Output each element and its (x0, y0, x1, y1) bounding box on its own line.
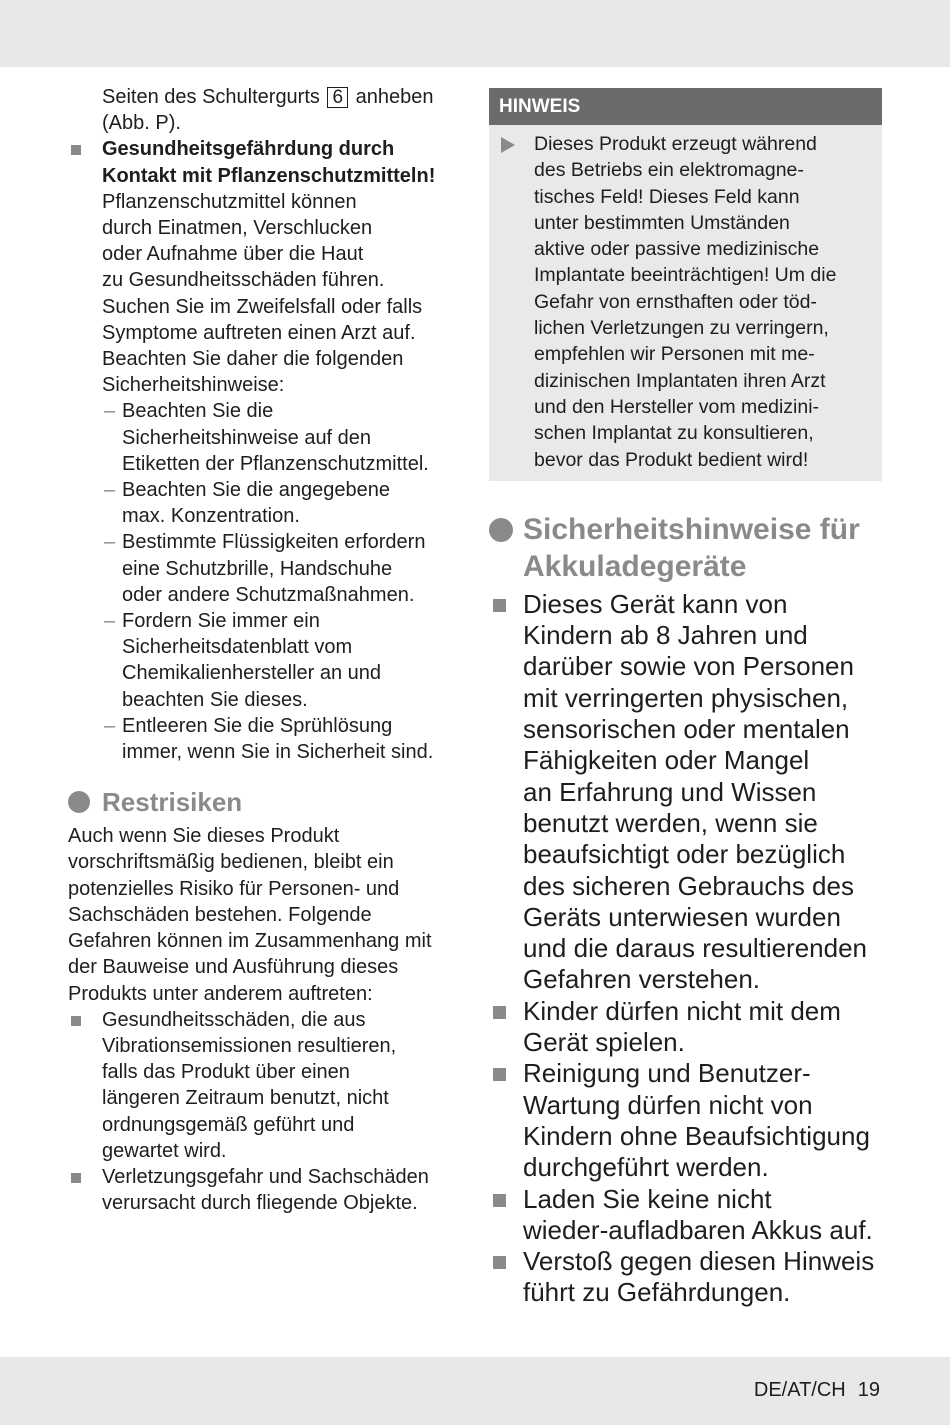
restrisiken-paragraph: Auch wenn Sie dieses Produkt vorschriftsmäßig bedienen, bleibt ein potenzielles Risiko für Personen- und Sachschäden bestehen. Folgende Gefahren können im Zusammenhang mit der Bauweise und Ausführung dieses Produkts unter anderem auftreten: (68, 825, 432, 1005)
square-bullet-icon (71, 1173, 81, 1183)
sub-list (102, 398, 466, 765)
continued-text-part: Seiten des Schultergurts (102, 86, 320, 108)
left-column (68, 84, 466, 1216)
section-title: Sicherheitshinweise für Akkuladegeräte (523, 512, 860, 583)
health-hazard-list (68, 136, 466, 765)
list-item: Gesundheitsschäden, die aus Vibrationsemissionen resultieren, falls das Produkt über einen längeren Zeitraum benutzt, nicht ordnungsgemäß geführt und gewartet wird. (68, 1007, 466, 1164)
square-bullet-icon (71, 145, 81, 155)
square-bullet-icon (493, 599, 506, 612)
continued-text-part: (Abb. P). (102, 112, 181, 135)
page-footer (742, 1379, 880, 1402)
square-bullet-icon (493, 1194, 506, 1207)
triangle-bullet-icon (501, 137, 515, 153)
list-item: – Bestimmte Flüssigkeiten erfordern eine Schutzbrille, Handschuhe oder andere Schutzmaßnahmen. (104, 531, 426, 606)
figure-reference-box: 6 (327, 87, 348, 108)
page-number: 19 (857, 1379, 880, 1401)
square-bullet-icon (71, 1016, 81, 1026)
restrisiken-heading (68, 787, 466, 817)
list-item (68, 136, 466, 765)
square-bullet-icon (493, 1068, 506, 1081)
top-band (0, 0, 950, 67)
list-item: Verletzungsgefahr und Sachschäden verursacht durch fliegende Objekte. (68, 1164, 466, 1216)
dash-bullet-icon: – (104, 531, 116, 554)
charger-safety-list (489, 589, 882, 1309)
note-box (489, 88, 882, 481)
square-bullet-icon (493, 1256, 506, 1269)
note-text: Dieses Produkt erzeugt während des Betriebs ein elektromagne- tisches Feld! Dieses Feld kann unter bestimmten Umständen aktive oder passive medizinische Implantate beeinträchtigen! Um die Gefahr von ernsthaften oder töd- lichen Verletzungen zu verringern, empfehlen wir Personen mit me- dizinischen Implantaten ihren Arzt und den Hersteller vom medizini- schen Implantat zu konsultieren, bevor das Produkt bedient wird! (534, 133, 837, 471)
list-item: – Beachten Sie die angegebene max. Konzentration. (104, 479, 391, 528)
dash-bullet-icon: – (104, 714, 116, 737)
continued-text-part: anheben (355, 86, 434, 108)
dash-bullet-icon: – (104, 400, 116, 423)
square-bullet-icon (493, 1006, 506, 1019)
restrisiken-list (68, 1007, 466, 1217)
list-item: Laden Sie keine nicht wieder-aufladbaren Akkus auf. (489, 1184, 882, 1247)
charger-safety-heading (489, 511, 882, 585)
dash-bullet-icon: – (104, 610, 116, 633)
list-item: – Beachten Sie die Sicherheitshinweise auf den Etiketten der Pflanzenschutzmittel. (104, 400, 429, 475)
list-item: Dieses Gerät kann von Kindern ab 8 Jahren und darüber sowie von Personen mit verringerten physischen, sensorischen oder mentalen Fähigkeiten oder Mangel an Erfahrung und Wissen benutzt werden, wenn sie beaufsichtigt oder bezüglich des sicheren Gebrauchs des Geräts unterwiesen wurden und die daraus resultierenden Gefahren verstehen. (489, 589, 882, 996)
list-item: Reinigung und Benutzer- Wartung dürfen nicht von Kindern ohne Beaufsichtigung durchgeführt werden. (489, 1058, 882, 1183)
list-item: Kinder dürfen nicht mit dem Gerät spielen. (489, 996, 882, 1059)
region-label: DE/AT/CH (753, 1379, 846, 1401)
note-label: HINWEIS (489, 88, 882, 125)
health-hazard-title: Gesundheitsgefährdung durch Kontakt mit Pflanzenschutzmitteln! (102, 138, 436, 187)
list-item: Verstoß gegen diesen Hinweis führt zu Gefährdungen. (489, 1246, 882, 1309)
continued-text (68, 84, 466, 136)
health-hazard-text: Pflanzenschutzmittel können durch Einatmen, Verschlucken oder Aufnahme über die Haut zu Gesundheitsschäden führen. Suchen Sie im Zweifelsfall oder falls Symptome auftreten einen Arzt auf. Beachten Sie daher die folgenden Sicherheitshinweise: (102, 190, 423, 397)
right-column (489, 88, 882, 1309)
circle-bullet-icon (68, 791, 90, 813)
list-item: – Fordern Sie immer ein Sicherheitsdatenblatt vom Chemikalienhersteller an und beachten Sie dieses. (104, 610, 382, 711)
list-item: – Entleeren Sie die Sprühlösung immer, wenn Sie in Sicherheit sind. (104, 714, 434, 764)
section-title: Restrisiken (102, 787, 243, 818)
circle-bullet-icon (489, 518, 513, 542)
note-body (489, 125, 882, 481)
dash-bullet-icon: – (104, 479, 116, 502)
